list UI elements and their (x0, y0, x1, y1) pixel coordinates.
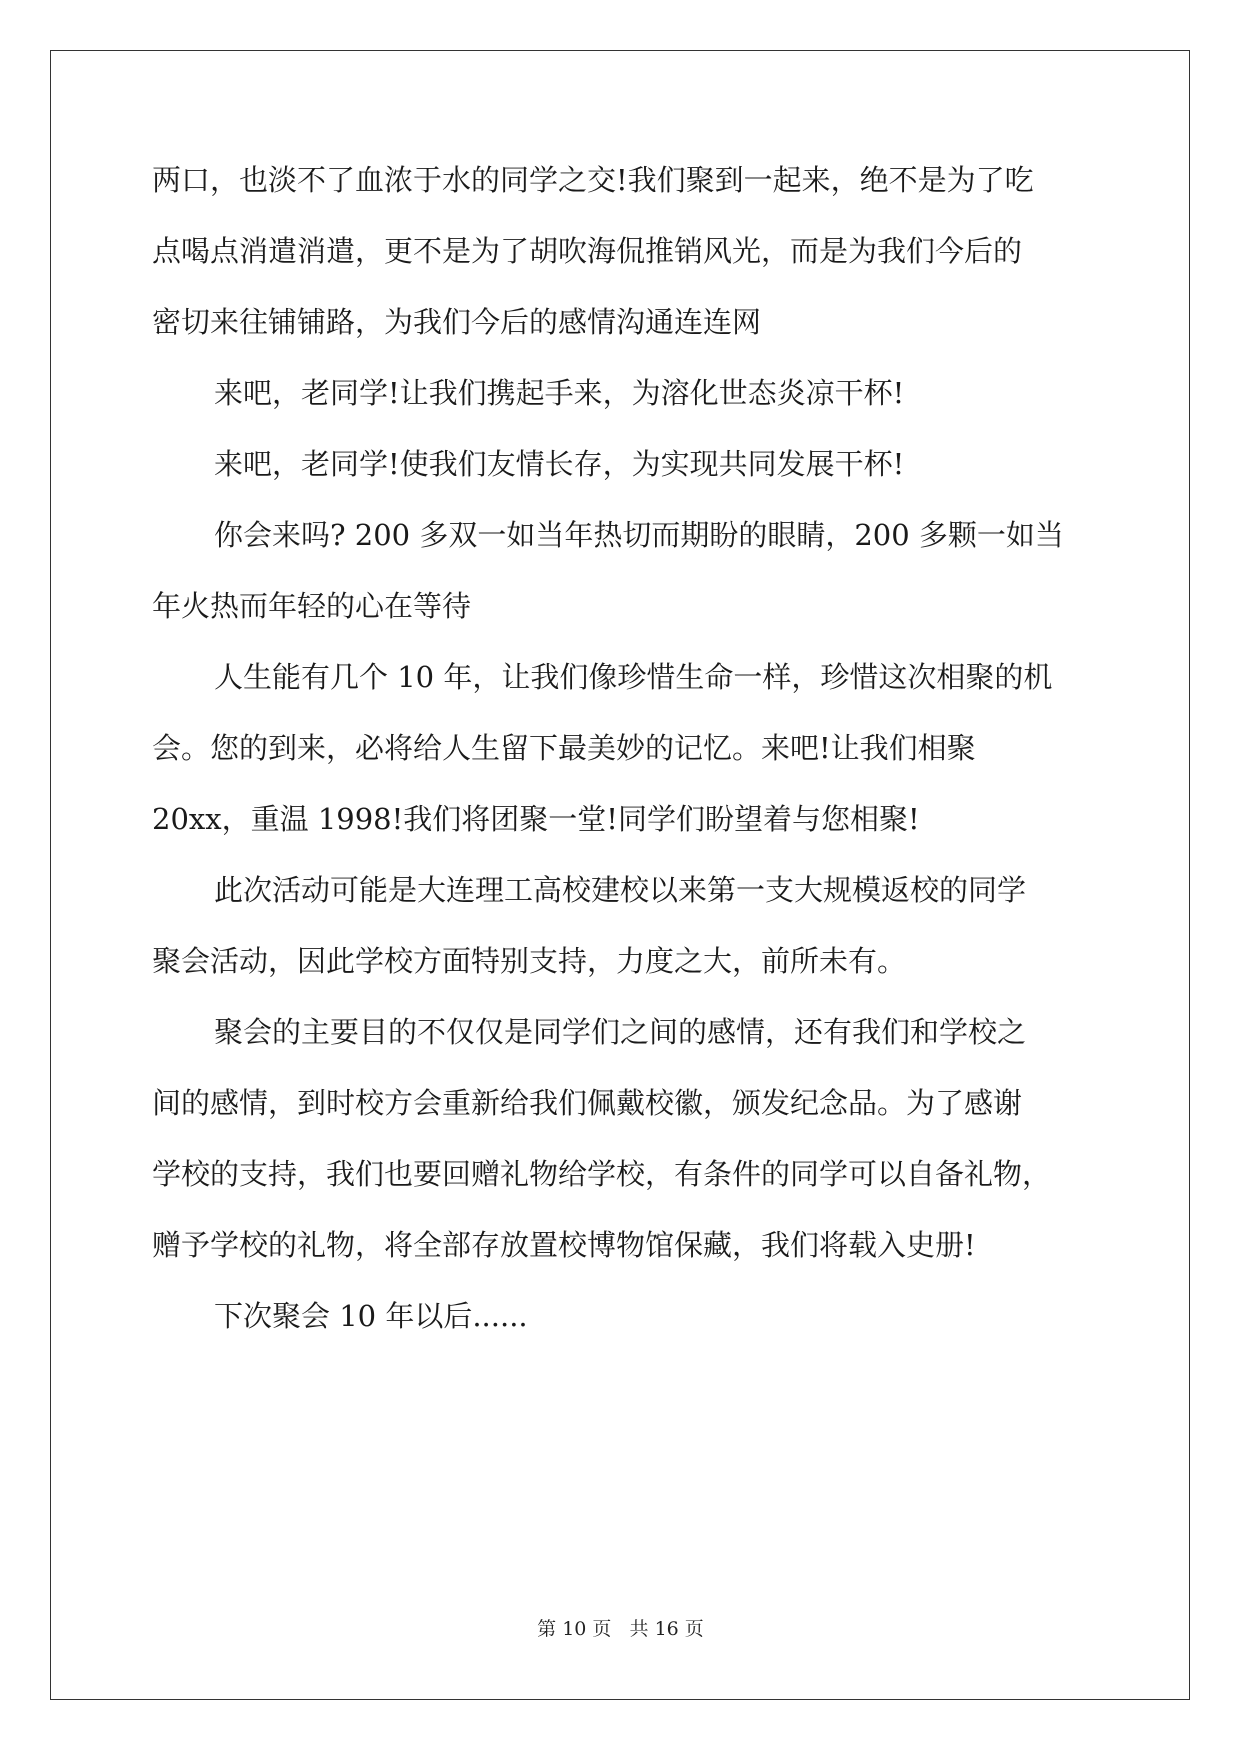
text-line: 来吧，老同学!使我们友情长存，为实现共同发展干杯! (214, 447, 905, 481)
text-line: 间的感情，到时校方会重新给我们佩戴校徽，颁发纪念品。为了感谢 (152, 1086, 1023, 1120)
text-line: 会。您的到来，必将给人生留下最美妙的记忆。来吧!让我们相聚 (152, 731, 976, 765)
text-line: 下次聚会 10 年以后...... (214, 1299, 528, 1333)
text-line: 聚会的主要目的不仅仅是同学们之间的感情，还有我们和学校之 (214, 1015, 1027, 1049)
text-line: 来吧，老同学!让我们携起手来，为溶化世态炎凉干杯! (214, 376, 905, 410)
page-number-footer: 第 10 页 共 16 页 (537, 1618, 704, 1640)
text-line: 学校的支持，我们也要回赠礼物给学校，有条件的同学可以自备礼物， (152, 1157, 1052, 1191)
text-line: 点喝点消遣消遣，更不是为了胡吹海侃推销风光，而是为我们今后的 (152, 234, 1023, 268)
text-line: 人生能有几个 10 年，让我们像珍惜生命一样，珍惜这次相聚的机 (214, 660, 1053, 694)
text-line: 你会来吗? 200 多双一如当年热切而期盼的眼睛，200 多颗一如当 (214, 518, 1064, 552)
text-line: 20xx，重温 1998!我们将团聚一堂!同学们盼望着与您相聚! (152, 802, 920, 836)
text-line: 两口，也淡不了血浓于水的同学之交!我们聚到一起来，绝不是为了吃 (152, 163, 1034, 197)
text-line: 此次活动可能是大连理工高校建校以来第一支大规模返校的同学 (214, 873, 1027, 907)
text-line: 聚会活动，因此学校方面特别支持，力度之大，前所未有。 (152, 944, 907, 978)
text-line: 年火热而年轻的心在等待 (152, 589, 472, 623)
text-line: 赠予学校的礼物，将全部存放置校博物馆保藏，我们将载入史册! (152, 1228, 976, 1262)
text-line: 密切来往铺铺路，为我们今后的感情沟通连连网 (152, 305, 762, 339)
